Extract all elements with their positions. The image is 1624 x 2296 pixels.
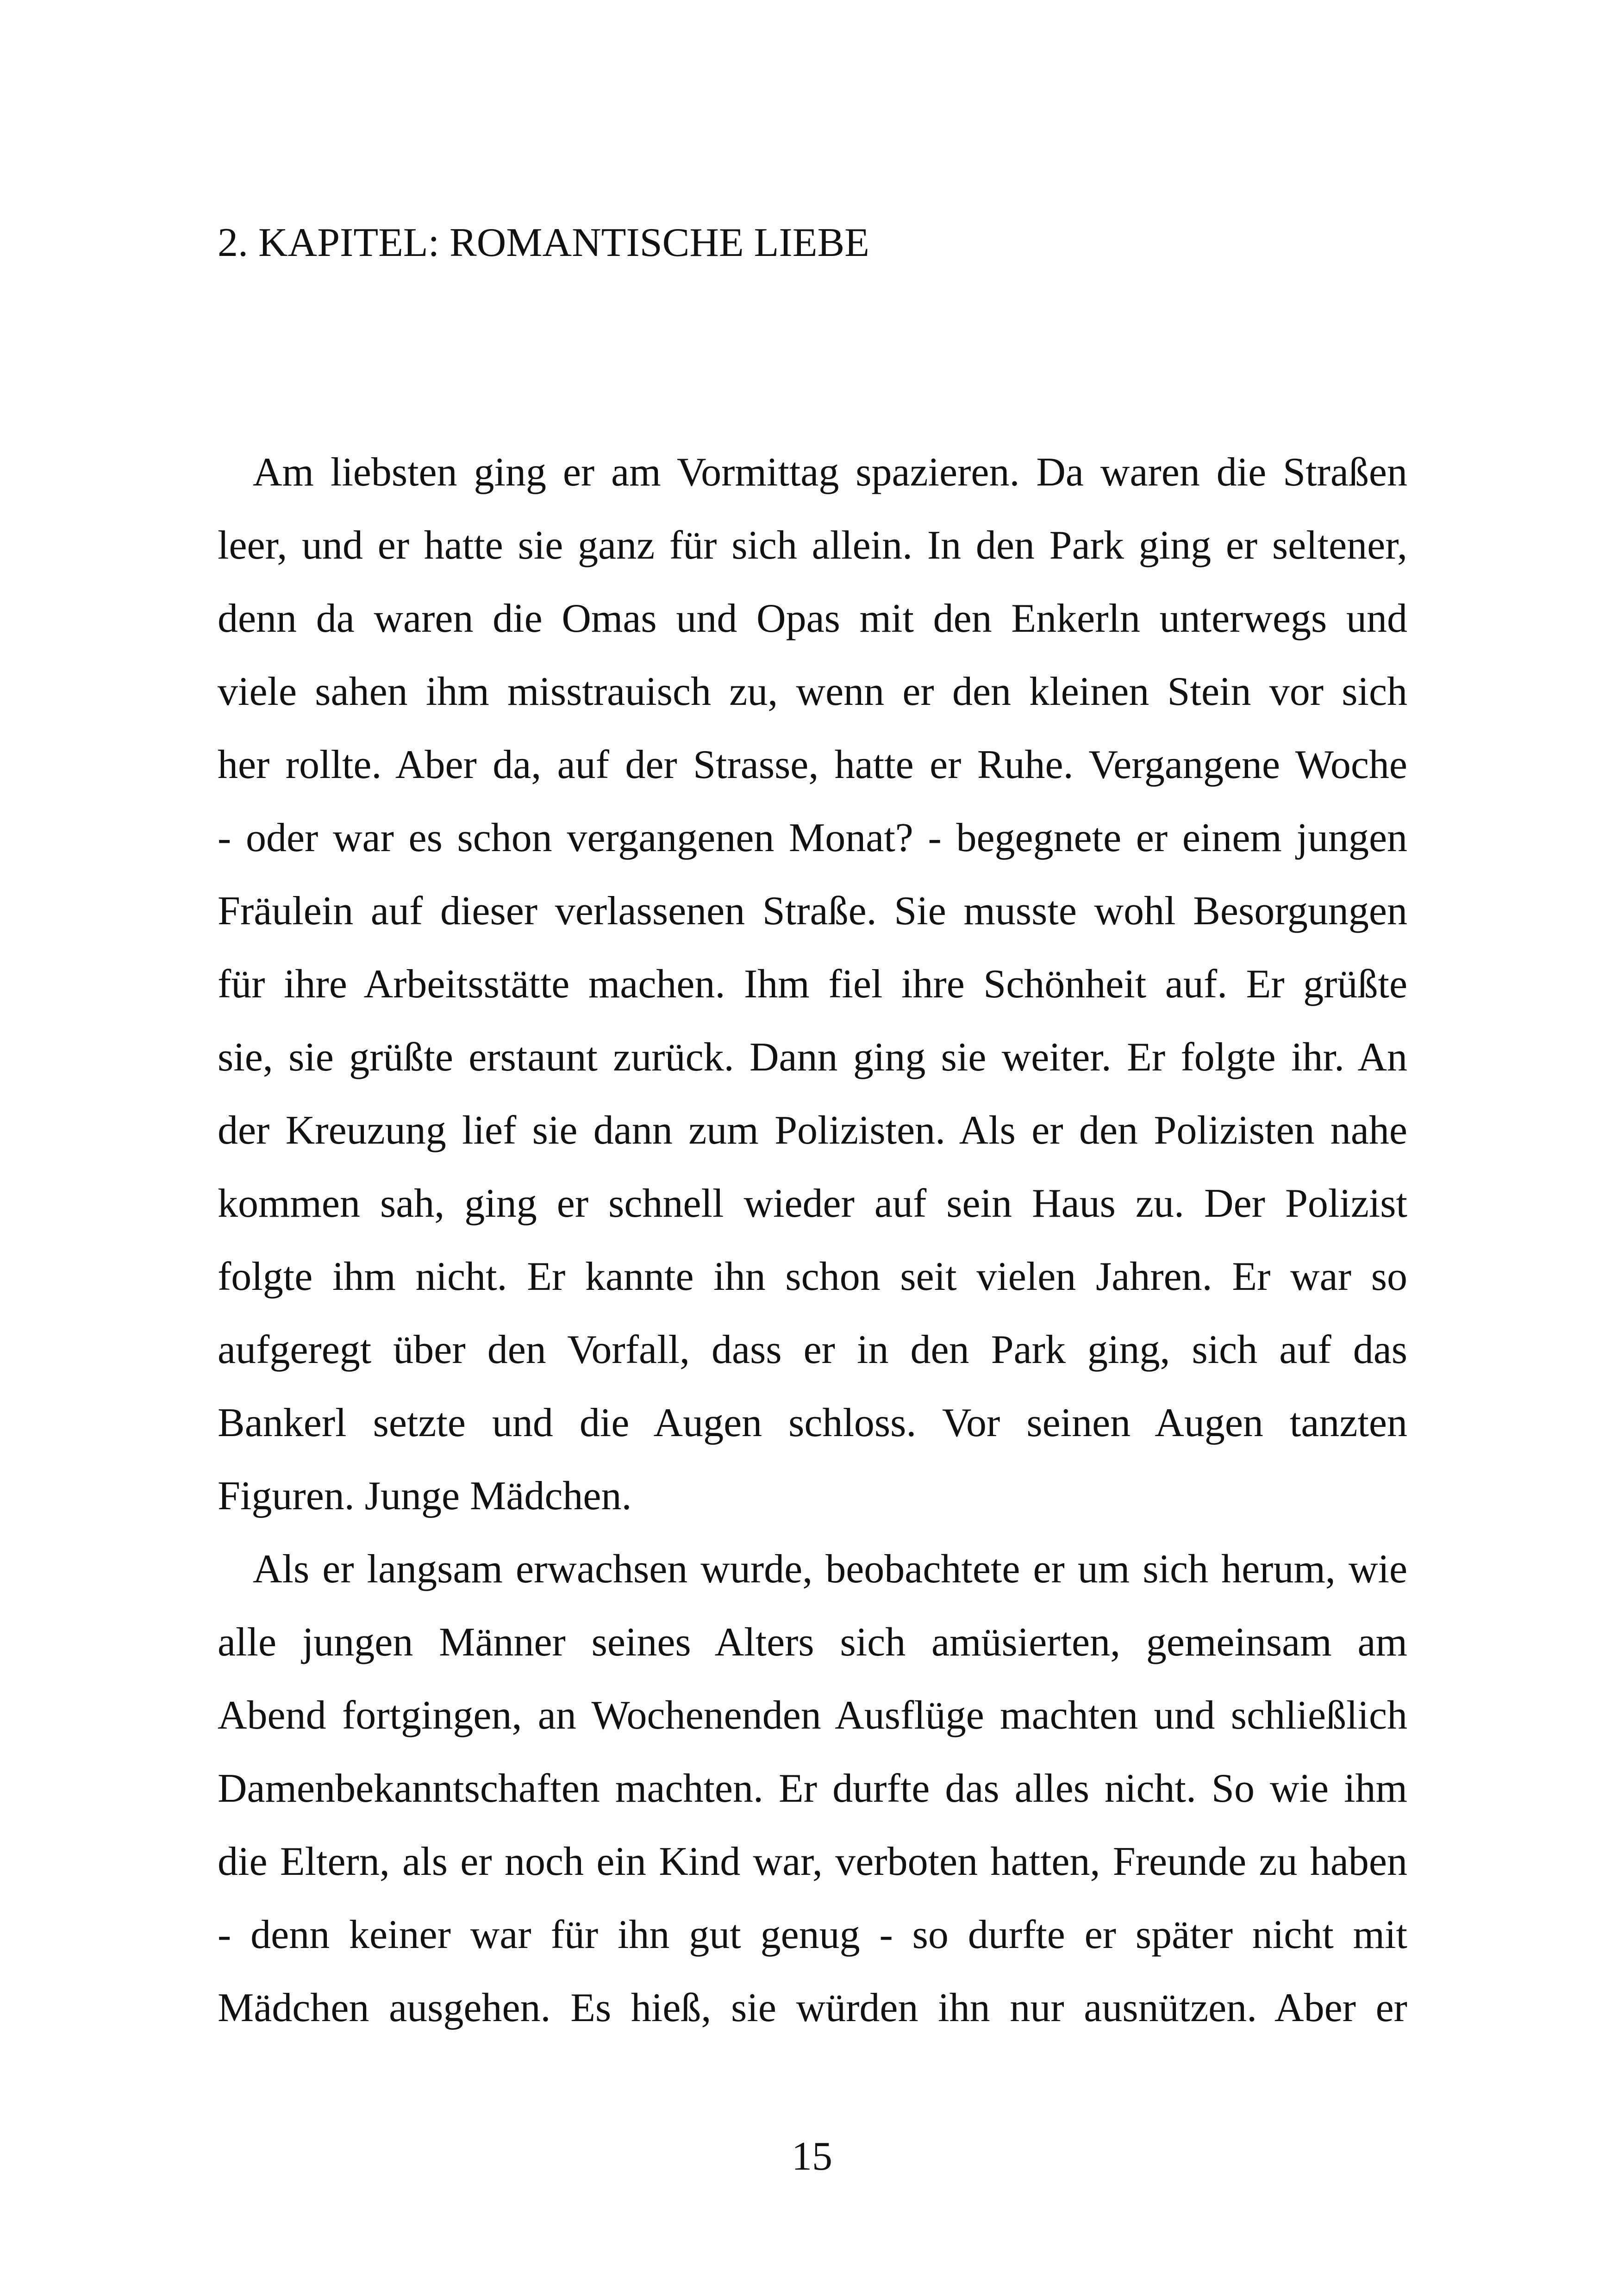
text-line: Bankerl setzte und die Augen schloss. Vor seinen Augen tanzten (218, 1400, 1407, 1445)
text-line: für ihre Arbeitsstätte machen. Ihm fiel ihre Schönheit auf. Er grüßte (218, 962, 1407, 1007)
paragraph-2 (218, 1533, 1407, 2045)
text-line: - oder war es schon vergangenen Monat? - begegnete er einem jungen (218, 815, 1407, 860)
text-line: Am liebsten ging er am Vormittag spazieren. Da waren die Straßen (253, 450, 1407, 495)
text-line: Abend fortgingen, an Wochenenden Ausflüge machten und schließlich (218, 1693, 1407, 1738)
text-line: leer, und er hatte sie ganz für sich allein. In den Park ging er seltener, (218, 523, 1407, 568)
text-line: denn da waren die Omas und Opas mit den Enkerln unterwegs und (218, 596, 1407, 641)
text-line: her rollte. Aber da, auf der Strasse, hatte er Ruhe. Vergangene Woche (218, 742, 1407, 787)
text-line: die Eltern, als er noch ein Kind war, verboten hatten, Freunde zu haben (218, 1839, 1407, 1884)
text-line: Damenbekanntschaften machten. Er durfte das alles nicht. So wie ihm (218, 1766, 1407, 1811)
body-text (218, 436, 1407, 2045)
text-line: aufgeregt über den Vorfall, dass er in den Park ging, sich auf das (218, 1327, 1407, 1372)
paragraph-1 (218, 436, 1407, 1533)
chapter-title: 2. KAPITEL: ROMANTISCHE LIEBE (218, 220, 869, 265)
text-line: alle jungen Männer seines Alters sich amüsierten, gemeinsam am (218, 1620, 1407, 1665)
text-line: Als er langsam erwachsen wurde, beobachtete er um sich herum, wie (253, 1547, 1407, 1592)
page-number: 15 (792, 2134, 832, 2179)
text-line: Figuren. Junge Mädchen. (218, 1474, 632, 1518)
text-line: folgte ihm nicht. Er kannte ihn schon seit vielen Jahren. Er war so (218, 1254, 1407, 1299)
text-line: kommen sah, ging er schnell wieder auf sein Haus zu. Der Polizist (218, 1181, 1407, 1226)
text-line: Fräulein auf dieser verlassenen Straße. Sie musste wohl Besorgungen (218, 889, 1407, 933)
text-line: - denn keiner war für ihn gut genug - so durfte er später nicht mit (218, 1912, 1407, 1957)
text-line: viele sahen ihm misstrauisch zu, wenn er den kleinen Stein vor sich (218, 669, 1407, 714)
text-line: sie, sie grüßte erstaunt zurück. Dann ging sie weiter. Er folgte ihr. An (218, 1035, 1407, 1080)
text-line: Mädchen ausgehen. Es hieß, sie würden ihn nur ausnützen. Aber er (218, 1985, 1407, 2030)
text-line: der Kreuzung lief sie dann zum Polizisten. Als er den Polizisten nahe (218, 1108, 1407, 1153)
